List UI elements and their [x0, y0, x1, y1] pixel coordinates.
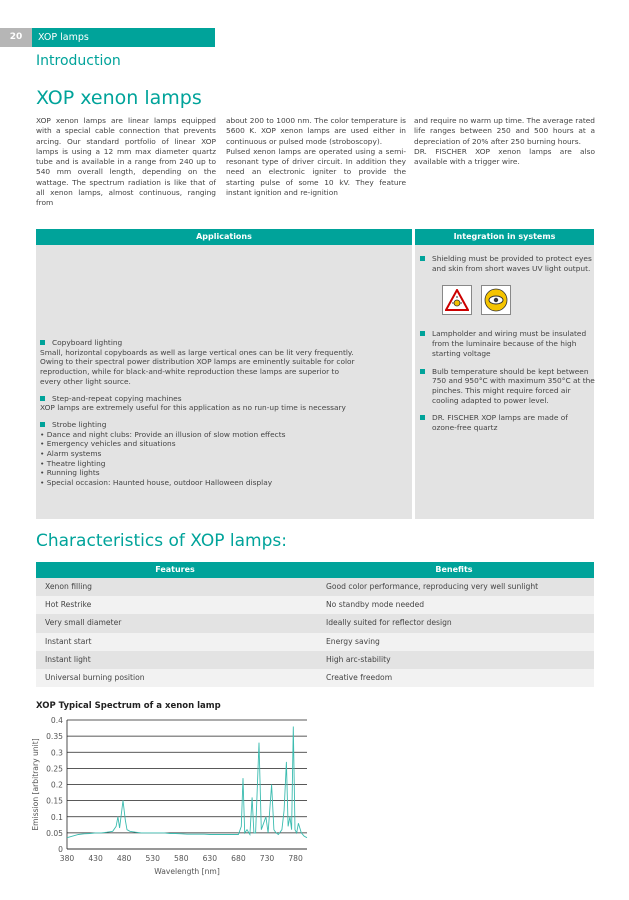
y-tick-label: 0.15: [46, 796, 63, 806]
application-line: Owing to their spectral power distribution XOP lamps are eminently suitable for color: [40, 357, 355, 367]
bullet-icon: [420, 256, 425, 261]
y-axis-label: Emission [arbitrary unit]: [31, 738, 40, 831]
header-bar: [0, 28, 215, 47]
bullet-icon: [420, 415, 425, 420]
integration-item: DR. FISCHER XOP lamps are made of ozone-free quartz: [420, 413, 595, 432]
table-row: [36, 669, 594, 687]
y-tick-label: 0.25: [46, 764, 63, 774]
feature-cell: Universal burning position: [45, 672, 145, 682]
bullet-icon: [420, 331, 425, 336]
section-tag: XOP lamps: [38, 32, 89, 43]
feature-cell: Xenon filling: [45, 582, 92, 591]
introduction-label: Introduction: [36, 53, 121, 69]
table-row: [36, 596, 594, 614]
feature-cell: Very small diameter: [45, 618, 122, 628]
bullet-icon: [40, 422, 45, 427]
application-line: • Running lights: [40, 468, 100, 478]
intro-paragraph: Pulsed xenon lamps are operated using a semi-resonant type of driver circuit. In addition they need an electronic igniter to provide the starting pulse of some 10 kV. They feature instant ignition and re-ignition: [226, 146, 406, 198]
application-heading: Strobe lighting: [40, 420, 408, 430]
uv-warning-icon: [442, 285, 472, 315]
application-heading: Copyboard lighting: [40, 338, 408, 348]
x-tick-label: 530: [145, 854, 160, 863]
y-tick-label: 0.35: [46, 732, 63, 742]
x-tick-label: 480: [116, 854, 132, 863]
bullet-icon: [40, 340, 45, 345]
y-tick-label: 0.05: [46, 828, 63, 838]
benefit-cell: Creative freedom: [326, 672, 393, 682]
column-header-benefits: Benefits: [435, 565, 473, 574]
table-header: [36, 562, 594, 578]
y-tick-label: 0: [58, 845, 63, 854]
x-tick-label: 730: [259, 854, 275, 863]
benefit-cell: Ideally suited for reflector design: [326, 618, 452, 628]
x-tick-label: 430: [88, 854, 103, 863]
application-line: XOP lamps are extremely useful for this application as no run-up time is necessary: [40, 403, 346, 413]
benefit-cell: High arc-stability: [326, 654, 391, 664]
applications-list: [40, 338, 408, 488]
x-tick-label: 580: [174, 854, 189, 863]
bullet-icon: [40, 396, 45, 401]
feature-cell: Instant start: [45, 636, 92, 646]
benefit-cell: Energy saving: [326, 636, 380, 646]
table-row: [36, 651, 594, 669]
x-tick-label: 380: [59, 854, 75, 863]
table-row: [36, 614, 594, 632]
chart-title: XOP Typical Spectrum of a xenon lamp: [36, 701, 221, 711]
benefit-cell: Good color performance, reproducing very well sunlight: [326, 582, 539, 591]
features-table: [36, 562, 594, 687]
spectrum-series-line: [67, 727, 307, 838]
integration-list: [420, 254, 595, 433]
application-heading: Step-and-repeat copying machines: [40, 394, 408, 404]
integration-header: Integration in systems: [415, 229, 594, 245]
y-tick-label: 0.4: [50, 716, 63, 725]
application-line: • Special occasion: Haunted house, outdoor Halloween display: [40, 478, 273, 488]
application-line: • Theatre lighting: [40, 458, 106, 468]
intro-column-3: [414, 116, 595, 167]
application-line: • Alarm systems: [40, 449, 102, 459]
intro-column-2: [226, 116, 406, 198]
y-tick-label: 0.2: [50, 780, 63, 790]
applications-header: Applications: [36, 229, 412, 245]
eye-protection-icon: [481, 285, 511, 315]
benefit-cell: No standby mode needed: [326, 600, 425, 610]
application-line: every other light source.: [40, 376, 131, 386]
application-line: Small, horizontal copyboards as well as large vertical ones can be lit very frequently.: [40, 347, 354, 357]
intro-paragraph: and require no warm up time. The average rated life ranges between 250 and 500 hours at a depreciation of 20% after 250 burning hours.: [414, 116, 595, 146]
intro-column-1: [36, 116, 216, 209]
page-title: XOP xenon lamps: [36, 87, 202, 109]
intro-paragraph: XOP xenon lamps are linear lamps equipped with a special cable connection that prevents arcing. Our standard portfolio of linear XOP lamps is using a 12 mm max diameter quartz tube and is available in a range from 240 up to 540 mm overall length, depending on the wattage. The spectrum radiation is like that of all xenon lamps, almost continuous, ranging from: [36, 116, 216, 208]
application-line: reproduction, while for black-and-white reproduction these lamps are superior to: [40, 367, 339, 377]
characteristics-title: Characteristics of XOP lamps:: [36, 531, 287, 551]
spectrum-chart: [0, 712, 629, 880]
integration-item: Shielding must be provided to protect eyes and skin from short waves UV light output.: [420, 254, 595, 273]
x-tick-label: 780: [288, 854, 303, 863]
table-row: [36, 633, 594, 651]
page-number: 20: [0, 28, 32, 47]
integration-item: Lampholder and wiring must be insulated from the luminaire because of the high starting voltage: [420, 329, 595, 358]
y-tick-label: 0.3: [50, 748, 63, 758]
warning-icons: [442, 285, 595, 315]
intro-paragraph: about 200 to 1000 nm. The color temperature is 5600 K. XOP xenon lamps are used either in continuous or pulsed mode (stroboscopy).: [226, 116, 406, 146]
column-header-features: Features: [155, 565, 195, 574]
application-line: • Emergency vehicles and situations: [40, 439, 176, 449]
y-tick-label: 0.1: [50, 812, 63, 822]
x-tick-label: 680: [231, 854, 246, 863]
intro-paragraph: DR. FISCHER XOP xenon lamps are also available with a trigger wire.: [414, 146, 595, 167]
feature-cell: Instant light: [45, 654, 91, 664]
application-line: • Dance and night clubs: Provide an illusion of slow motion effects: [40, 429, 286, 439]
x-tick-label: 630: [202, 854, 218, 863]
feature-cell: Hot Restrike: [45, 600, 92, 610]
bullet-icon: [420, 369, 425, 374]
x-axis-label: Wavelength [nm]: [154, 867, 220, 876]
integration-item: Bulb temperature should be kept between 750 and 950°C with maximum 350°C at the pinches. This might require forced air cooling adapted to power level.: [420, 367, 595, 406]
table-row: [36, 578, 594, 596]
